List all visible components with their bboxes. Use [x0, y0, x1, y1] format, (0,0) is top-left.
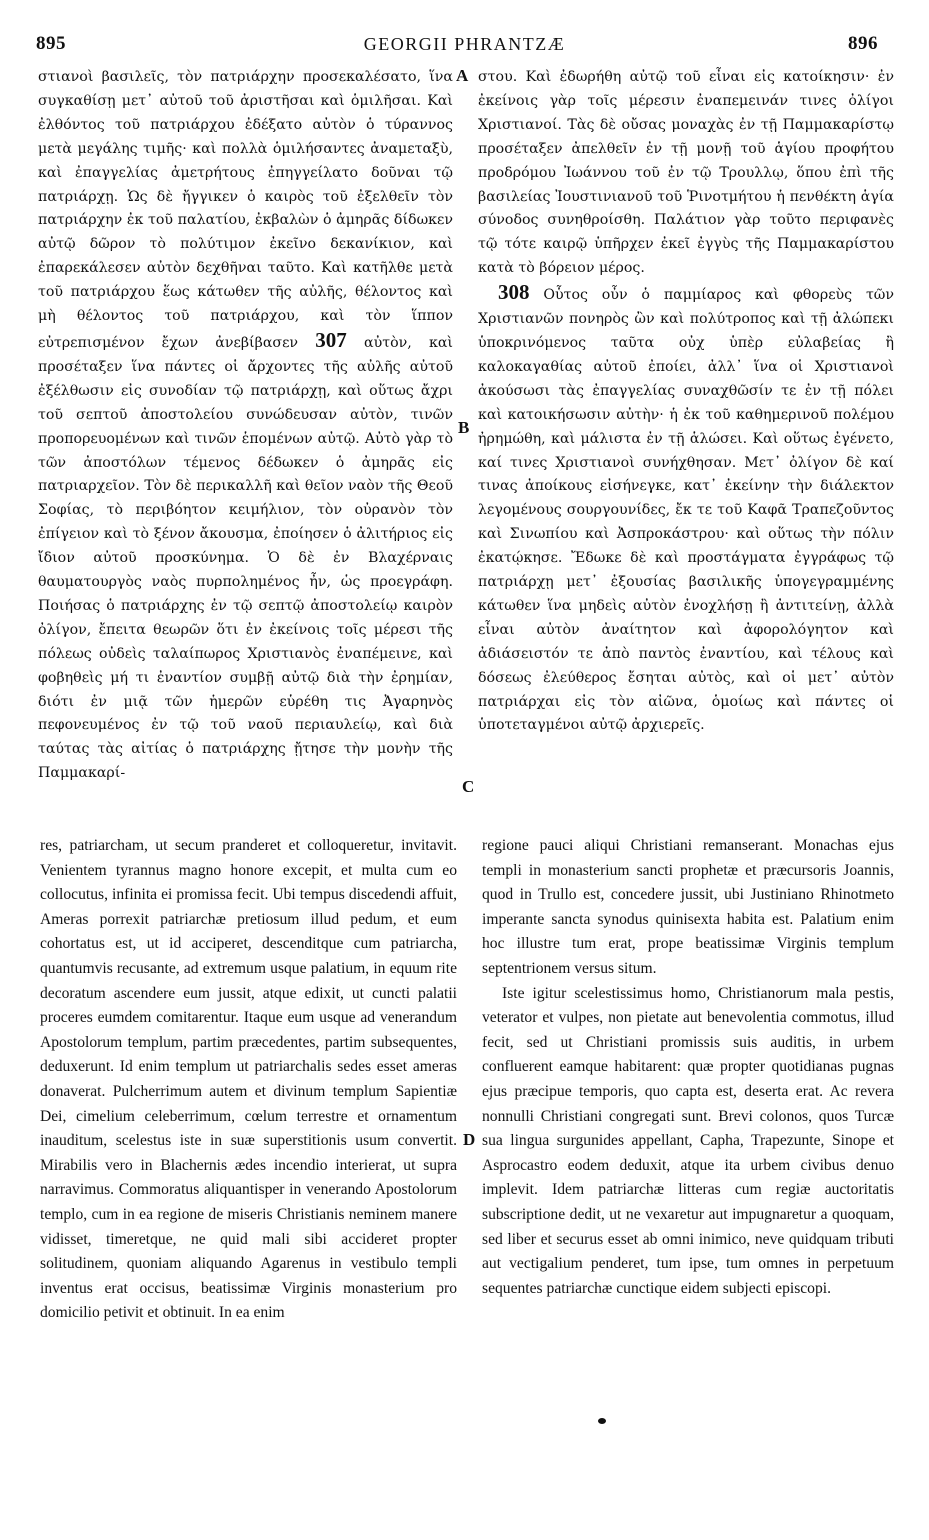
latin-column-left: [40, 834, 457, 1424]
page-number-left: 895: [36, 33, 66, 54]
greek-column-left: [38, 66, 453, 816]
margin-letter-b: B: [458, 418, 470, 437]
greek-paragraph-left: [38, 66, 453, 786]
section-number-308: 308: [498, 280, 530, 305]
greek-text-left-b: αὐτὸν, καὶ προσέταξεν ἵνα πάντες οἱ ἄρχοντες τῆς αὐλῆς αὐτοῦ ἐξέλθωσιν εἰς συνοδίαν τῷ πατριάρχῃ, καὶ οὕτως ἄχρι τοῦ σεπτοῦ ἀποστολείου συνώδευσαν αὐτὸν, τινῶν προπορευομένων καὶ τινῶν ἑπομένων αὐτῷ. Αὐτὸ γὰρ τὸ τῶν ἀποστόλων τέμενος δέδωκεν ὁ ἀμηρᾶς εἰς πατριαρχεῖον. Τὸν δὲ περικαλλῆ καὶ θεῖον ναὸν τῆς Θεοῦ Σοφίας, τὸ περιβόητον κειμήλιον, τὸν οὐρανὸν τὸν ἐπίγειον καὶ τὸ ξένον ἄκουσμα, ἐποίησεν ὁ ἀλιτήριος εἰς ἴδιον αὐτοῦ προσκύνημα. Ὁ δὲ ἐν Βλαχέρναις θαυματουργὸς ναὸς πυρπολημένος ἦν, ὡς προεγράφη. Ποιήσας ὁ πατριάρχης ἐν τῷ σεπτῷ ἀποστολείῳ καιρὸν ὀλίγον, ἔπειτα θεωρῶν ὅτι ἐν ἐκείνοις τοῖς μέρεσι τῆς πόλεως οὐδεὶς ταλαίπωρος Χριστιανὸς ἐναπέμεινε, καὶ φοβηθεὶς μή τι ἐναντίον συμβῇ αὐτῷ διὰ τὴν ἐρημίαν, διότι ἐν μιᾷ τῶν ἡμερῶν εὑρέθη τις Ἀγαρηνὸς πεφονευμένος ἐν τῷ τοῦ ναοῦ περιαυλείῳ, καὶ διὰ ταύτας τὰς αἰτίας ὁ πατριάρχης ᾔτησε τὴν μονὴν τῆς Παμμακαρί-: [38, 334, 453, 782]
margin-letter-a: A: [456, 66, 469, 85]
latin-text-right-a: regione pauci aliqui Christiani remanserant. Monachas ejus templi in monasterium sancti prophetæ et præcursoris Joannis, quod in Trullo est, concedere jussit, ubi Justiniano Rhinotmeto imperante sancta synodus quinisexta habita est. Palatium enim hoc illustre tum erat, prope beatissimæ Virginis templum septentrionem versus situm.: [482, 837, 894, 977]
greek-text-right-b: Οὗτος οὖν ὁ παμμίαρος καὶ φθορεὺς τῶν Χριστιανῶν πονηρὸς ὢν καὶ πολύτροπος καὶ τῇ ἀλώπεκι ὑποκρινόμενος ταῦτα οὐχ ὑπὲρ εὐλαβείας ἢ καλοκαγαθίας αὐτοῦ ἐποίει, ἀλλ᾿ ἵνα οἱ Χριστιανοὶ ἀκούσωσι τὰς ἐπαγγελίας συναχθῶσίν τε ἐν τῇ πόλει καὶ κατοικήσωσιν αὐτὴν· ἡ ἐκ τοῦ καθημερινοῦ πολέμου ἠρημώθη, καὶ μάλιστα ἐν τῇ ἁλώσει. Καὶ οὕτως ἐγένετο, καί τινες Χριστιανοὶ συνήχθησαν. Μετ᾿ ὀλίγον δὲ καί τινας ἀποίκους εἰσήνεγκε, κατ᾿ ἐκείνην τὴν διάλεκτον λεγομένους σουργουνίδες, ἔκ τε τοῦ Καφᾶ Τραπεζοῦντος καὶ Σινωπίου καὶ Ἀσπροκάστρου· καὶ οὕτως τὴν πόλιν ἐκατῴκησε. Ἔδωκε δὲ καὶ προστάγματα ἐγγράφως τῷ πατριάρχῃ μετ᾿ ἐξουσίας βασιλικῆς ὑπογεγραμμένης κάτωθεν ἵνα μηδεὶς αὐτὸν ἐνοχλήσῃ ἢ ἀντιτείνῃ, ἀλλὰ εἶναι αὐτὸν ἀναίτητον καὶ ἀφορολόγητον καὶ ἀδιάσειστόν τε ἀπὸ παντὸς ἐναντίου, καὶ τέλους καὶ δόσεως ἐλεύθερος ἔσηται αὐτὸς, καὶ οἱ μετ᾿ αὐτὸν πατριάρχαι εἰς τὸν αἰῶνα, ὁμοίως καὶ πάντες οἱ ὑποτεταγμένοι αὐτῷ ἀρχιερεῖς.: [478, 287, 894, 734]
latin-column-right: [482, 834, 894, 1424]
greek-text-left-a: στιανοὶ βασιλεῖς, τὸν πατριάρχην προσεκαλέσατο, ἵνα συγκαθίσῃ μετ᾿ αὐτοῦ τοῦ ἀριστῆσαι καὶ ὁμιλῆσαι. Καὶ ἐλθόντος τοῦ πατριάρχου ἐδέξατο αὐτὸν ὁ τύραννος μετὰ μεγάλης τιμῆς· καὶ πολλὰ ὁμιλήσαντες ἀναμεταξὺ, καὶ ἐπαγγελίας ἀμετρήτους ἐπηγγείλατο δοῦναι τῷ πατριάρχῃ. Ὡς δὲ ἤγγικεν ὁ καιρὸς τοῦ ἐξελθεῖν τὸν πατριάρχην ἐκ τοῦ παλατίου, ἐκβαλὼν ὁ ἀμηρᾶς δίδωκεν αὐτῷ δῶρον τὸ πολύτιμον ἐκεῖνο δεκανίκιον, καὶ ἐπαρεκάλεσεν αὐτὸν δεχθῆναι ταῦτο. Καὶ κατῆλθε μετὰ τοῦ πατριάρχου ἕως κάτωθεν τῆς αὐλῆς, θέλοντος καὶ μὴ θέλοντος τοῦ πατριάρχου, καὶ τὸν ἵππον εὐτρεπισμένον ἔχων ἀνεβίβασεν: [38, 69, 453, 351]
greek-column-right: [478, 66, 894, 816]
margin-letter-d: D: [463, 1130, 476, 1149]
running-title: GEORGII PHRANTZÆ: [363, 34, 566, 54]
page-number-right: 896: [848, 33, 878, 54]
latin-text-right-b: Iste igitur scelestissimus homo, Christianorum mala pestis, veterator et vulpes, non pietate aut benevolentia commotus, illud fecit, sed ut Christiani promissis suis auditis, in urbem confluerent eamque habitarent: quæ propter quotidianas pugnas ejus præcipue temporis, quo capta est, deserta erat. Ac revera nonnulli Christiani congregati sunt. Brevi colonos, quos Turcæ sua lingua surgunides appellant, Capha, Trapezunte, Sinope et Asprocastro eodem deduxit, atque ita urbem civibus denuo implevit. Idem patriarchæ litteras cum regiæ auctoritatis subscriptione dedit, ut ne vexaretur aut impugnaretur a quoquam, sed liber et securus esset ab omni inimico, neve quidquam tributi aut vectigalium penderet, tum ipse, tum omnes in perpetuum sequentes patriarchæ cunctique eidem subjecti episcopi.: [482, 984, 894, 1297]
greek-text-right-a: στου. Καὶ ἐδωρήθη αὐτῷ τοῦ εἶναι εἰς κατοίκησιν· ἐν ἐκείνοις γὰρ τοῖς μέρεσιν ἐναπεμεινάν τινες ὀλίγοι Χριστιανοί. Τὰς δὲ οὔσας μοναχὰς ἐν τῇ Παμμακαρίστῳ προσέταξεν ἀπελθεῖν ἐν τῇ μονῇ τοῦ ἁγίου προφήτου προδρόμου Ἰωάννου τοῦ ἐν τῷ Τρουλλῳ, ὅπου ἐπὶ τῆς βασιλείας Ἰουστινιανοῦ τοῦ Ῥινοτμήτου ἡ πενθέκτη ἁγία σύνοδος συνηθροίσθη. Παλάτιον γὰρ τοῦτο περιφανὲς τῷ τότε καιρῷ ὑπῆρχεν ἐκεῖ ἐγγὺς τῆς Παμμακαρίστου κατὰ τὸ βόρειον μέρος.: [478, 69, 894, 277]
page-header: [0, 0, 929, 62]
ornament-dot: [598, 1418, 606, 1424]
margin-letter-c: C: [462, 777, 475, 796]
greek-paragraph-right: [478, 281, 894, 738]
latin-text-left: res, patriarcham, ut secum pranderet et colloqueretur, invitavit. Venientem tyrannus magno honore excepit, et multa cum eo collocutus, infinita ei promissa fecit. Ubi tempus discedendi affuit, Ameras porrexit patriarchæ pretiosum illud pedum, et eum cohortatus est, ut id acciperet, descenditque cum patriarcha, quantumvis recusante, ad extremum usque palatium, in equum rite decoratum ascendere eum jussit, atque edixit, ut cuncti palatii proceres eumdem comitarentur. Itaque eum usque ad venerandum Apostolorum templum, partim præcedentes, partim subsequentes, deduxerunt. Id enim templum ut patriarchalis sedes esset ameras donaverat. Pulcherrimum autem et divinum templum Sapientiæ Dei, cimelium celeberrimum, cœlum terrestre et ornamentum inauditum, scelestus iste in suæ superstitionis usum convertit. Mirabilis vero in Blachernis ædes incendio interierat, ut supra narravimus. Commoratus aliquantisper in venerando Apostolorum templo, cum in ea regione de miseris Christianis neminem manere vidisset, timeretque, ne quid mali sibi accideret propter solitudinem, quoniam aliquando Agarenus in vestibulo templi inventus erat occisus, beatissimæ Virginis monasterium pro domicilio petivit et obtinuit. In ea enim: [40, 837, 457, 1322]
section-number-307: 307: [315, 327, 347, 352]
